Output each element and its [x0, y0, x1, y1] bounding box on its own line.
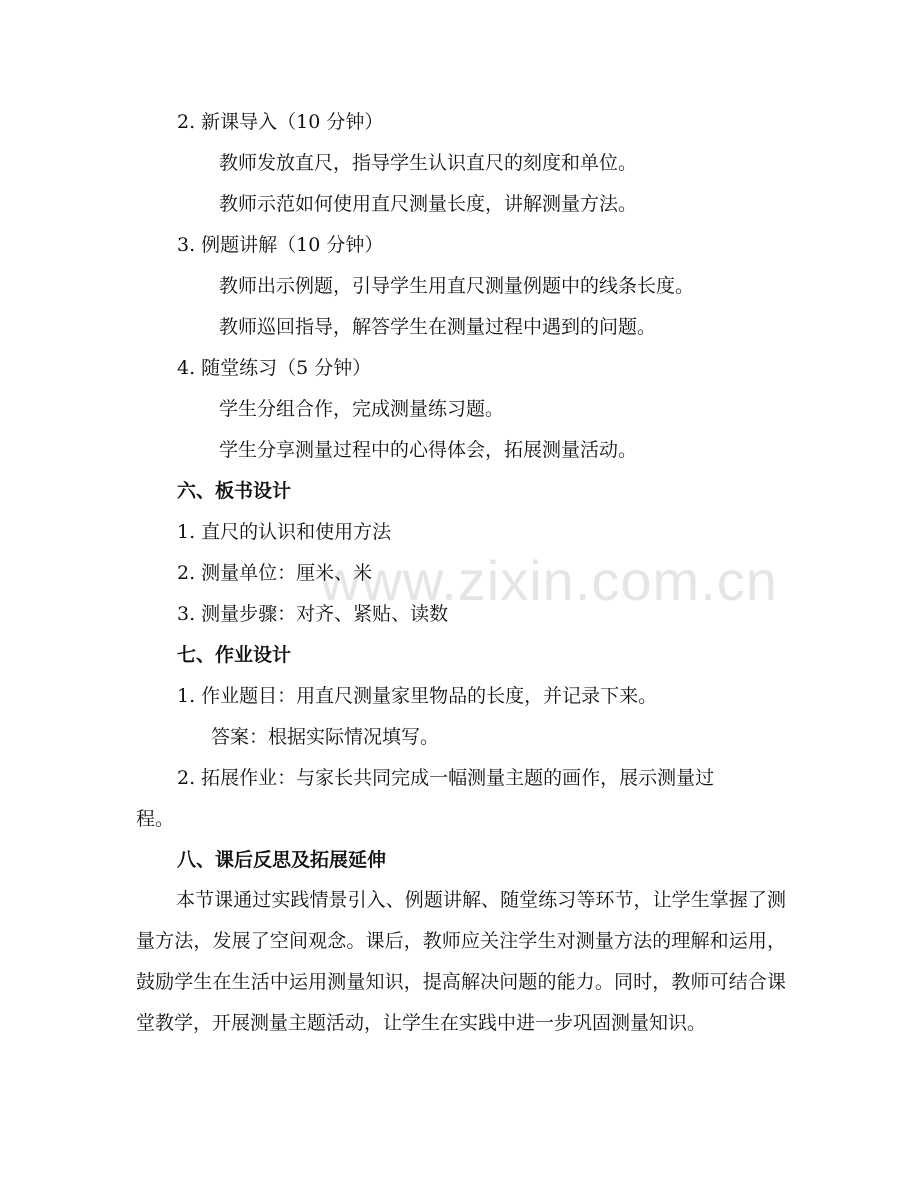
board-item-3: 3. 测量步骤：对齐、紧贴、读数	[177, 603, 449, 625]
new-lesson-item-2: 教师示范如何使用直尺测量长度，讲解测量方法。	[219, 193, 638, 215]
homework-item-2-line-2: 程。	[136, 808, 175, 830]
section-practice-title: 4. 随堂练习（5 分钟）	[177, 357, 372, 379]
homework-item-1: 1. 作业题目：用直尺测量家里物品的长度，并记录下来。	[177, 685, 658, 707]
section-board-title: 六、板书设计	[177, 480, 292, 502]
practice-item-2: 学生分享测量过程中的心得体会，拓展测量活动。	[219, 439, 638, 461]
homework-answer-1: 答案：根据实际情况填写。	[211, 726, 440, 748]
reflection-paragraph: 本节课通过实践情景引入、例题讲解、随堂练习等环节，让学生掌握了测量方法，发展了空间观念。课后，教师应关注学生对测量方法的理解和运用，鼓励学生在生活中运用测量知识，提高解决问题的能力。同时，教师可结合课堂教学，开展测量主题活动，让学生在实践中进一步巩固测量知识。	[136, 889, 786, 1034]
example-item-1: 教师出示例题，引导学生用直尺测量例题中的线条长度。	[219, 275, 695, 297]
homework-item-2-line-1: 2. 拓展作业：与家长共同完成一幅测量主题的画作，展示测量过	[177, 767, 715, 789]
practice-item-1: 学生分组合作，完成测量练习题。	[219, 398, 505, 420]
section-homework-title: 七、作业设计	[177, 644, 292, 666]
section-new-lesson-title: 2. 新课导入（10 分钟）	[177, 111, 384, 133]
section-example-title: 3. 例题讲解（10 分钟）	[177, 234, 384, 256]
example-item-2: 教师巡回指导，解答学生在测量过程中遇到的问题。	[219, 316, 657, 338]
section-reflection-title: 八、课后反思及拓展延伸	[177, 849, 387, 871]
new-lesson-item-1: 教师发放直尺，指导学生认识直尺的刻度和单位。	[219, 152, 638, 174]
board-item-1: 1. 直尺的认识和使用方法	[177, 521, 392, 543]
board-item-2: 2. 测量单位：厘米、米	[177, 562, 373, 584]
watermark: www.zixin.com.cn	[320, 549, 778, 612]
